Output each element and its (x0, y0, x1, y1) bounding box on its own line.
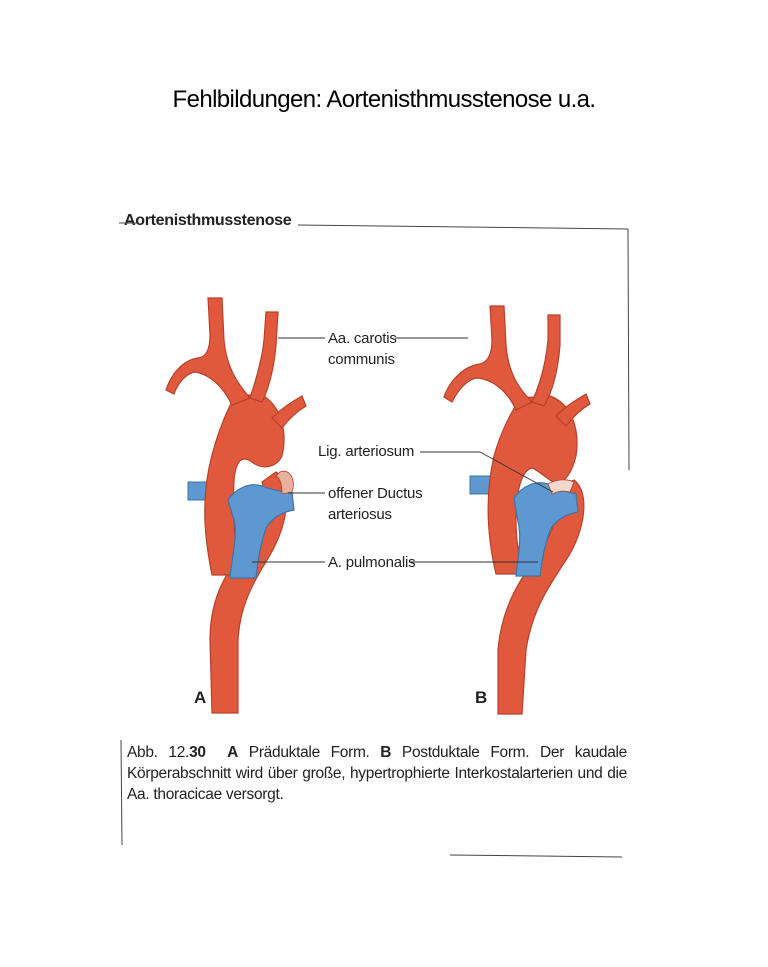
label-carotis-line1: Aa. carotis (328, 330, 397, 347)
brachiocephalic-trunk-a (166, 298, 250, 405)
caption-b-text: Postduktale Form. Der kaudale Körperabschnitt wird über große, hypertrophierte Interkostalarterien und die Aa. thoracicae versorgt. (127, 744, 628, 803)
section-heading: Aortenisthmusstenose (124, 212, 292, 229)
slide-title: Fehlbildungen: Aortenisthmusstenose u.a. (172, 86, 596, 113)
label-carotis-line2: communis (328, 351, 395, 368)
left-carotid-a (250, 312, 278, 402)
label-ductus-line2: arteriosus (328, 506, 392, 523)
panel-letter-a: A (194, 688, 207, 707)
panel-letter-b: B (475, 688, 488, 707)
caption-a-text: Präduktale Form. (248, 744, 370, 761)
heading-rule-right (298, 225, 628, 229)
frame-left-rule (121, 740, 122, 845)
frame-right-rule (628, 229, 629, 470)
diagram-a (166, 298, 306, 713)
label-ductus-line1: offener Ductus (328, 485, 423, 502)
caption-a-letter: A (227, 744, 239, 761)
caption-number-bold: 30 (189, 744, 206, 761)
label-lig-arteriosum: Lig. arteriosum (318, 443, 415, 460)
figure-caption (127, 742, 627, 805)
caption-number-prefix: Abb. 12. (127, 744, 190, 761)
frame-bottom-rule (450, 855, 622, 857)
caption-b-letter: B (380, 744, 392, 761)
label-pulmonalis: A. pulmonalis (328, 554, 416, 571)
diagram-b (444, 306, 590, 714)
left-carotid-b (532, 315, 560, 406)
brachiocephalic-trunk-b (444, 306, 532, 410)
